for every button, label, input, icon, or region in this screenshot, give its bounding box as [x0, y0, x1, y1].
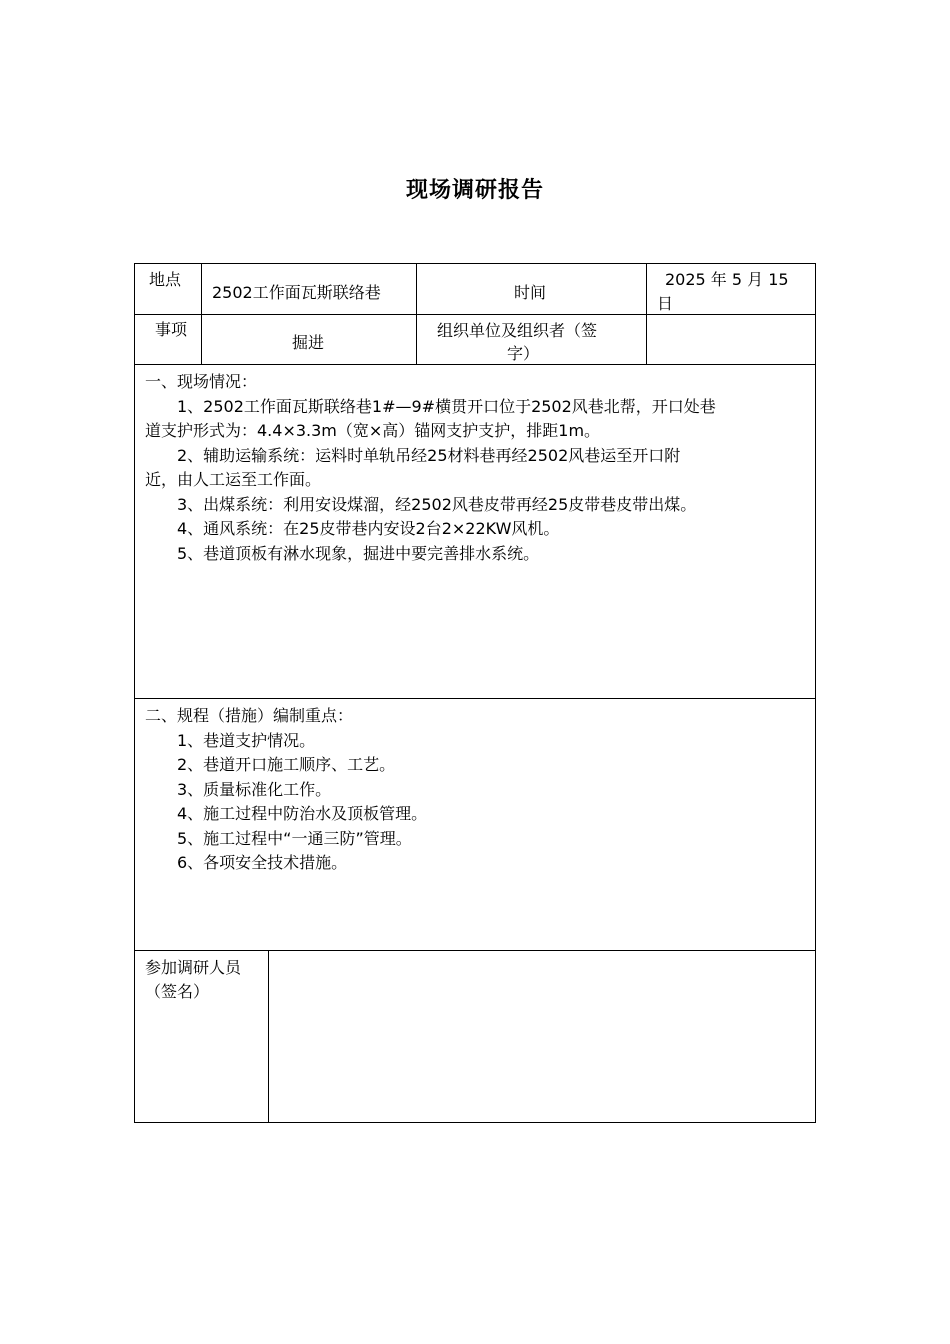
- participants-label-line1: 参加调研人员: [145, 958, 242, 977]
- section-line: 4、施工过程中防治水及顶板管理。: [145, 804, 428, 823]
- section-line: 5、巷道顶板有淋水现象，掘进中要完善排水系统。: [145, 543, 540, 563]
- col-divider: [646, 264, 647, 364]
- location-value: 2502工作面瓦斯联络巷: [212, 283, 381, 302]
- section-line: 1、巷道支护情况。: [145, 730, 316, 750]
- section-line: 近，由人工运至工作面。: [145, 470, 322, 489]
- page-title: 现场调研报告: [405, 178, 544, 203]
- row-divider: [135, 698, 815, 699]
- section-line: 3、质量标准化工作。: [145, 779, 332, 799]
- organizer-label-line1: 组织单位及组织者（签: [437, 321, 598, 340]
- section-line: 5、施工过程中“一通三防”管理。: [145, 828, 412, 848]
- time-value-line1: 2025 年 5 月 15: [665, 270, 789, 289]
- section-line: 道支护形式为：4.4×3.3m（宽×高）锚网支护支护，排距1m。: [145, 421, 601, 440]
- matter-value: 掘进: [292, 333, 325, 352]
- procedure-focus-section: [145, 704, 427, 876]
- section-heading: 二、规程（措施）编制重点：: [145, 706, 354, 725]
- section-line: 2、辅助运输系统：运料时单轨吊经25材料巷再经2502风巷运至开口附: [145, 445, 681, 465]
- report-table: [134, 263, 816, 1123]
- row-divider: [135, 314, 815, 315]
- participants-label-line2: （签名）: [145, 982, 210, 1001]
- site-situation-section: [145, 370, 716, 566]
- col-divider: [268, 950, 269, 1122]
- section-line: 2、巷道开口施工顺序、工艺。: [145, 755, 396, 774]
- time-label: 时间: [514, 283, 547, 302]
- section-line: 3、出煤系统：利用安设煤溜，经2502风巷皮带再经25皮带巷皮带出煤。: [145, 494, 697, 514]
- location-label: 地点: [149, 270, 182, 289]
- time-value-line2: 日: [657, 294, 674, 313]
- section-line: 1、2502工作面瓦斯联络巷1#—9#横贯开口位于2502风巷北帮，开口处巷: [145, 396, 716, 416]
- matter-label: 事项: [155, 320, 188, 339]
- section-line: 6、各项安全技术措施。: [145, 853, 348, 872]
- col-divider: [416, 264, 417, 364]
- section-line: 4、通风系统：在25皮带巷内安设2台2×22KW风机。: [145, 519, 560, 538]
- col-divider: [201, 264, 202, 364]
- row-divider: [135, 950, 815, 951]
- section-heading: 一、现场情况：: [145, 372, 258, 391]
- organizer-label-line2: 字）: [507, 344, 540, 363]
- row-divider: [135, 364, 815, 365]
